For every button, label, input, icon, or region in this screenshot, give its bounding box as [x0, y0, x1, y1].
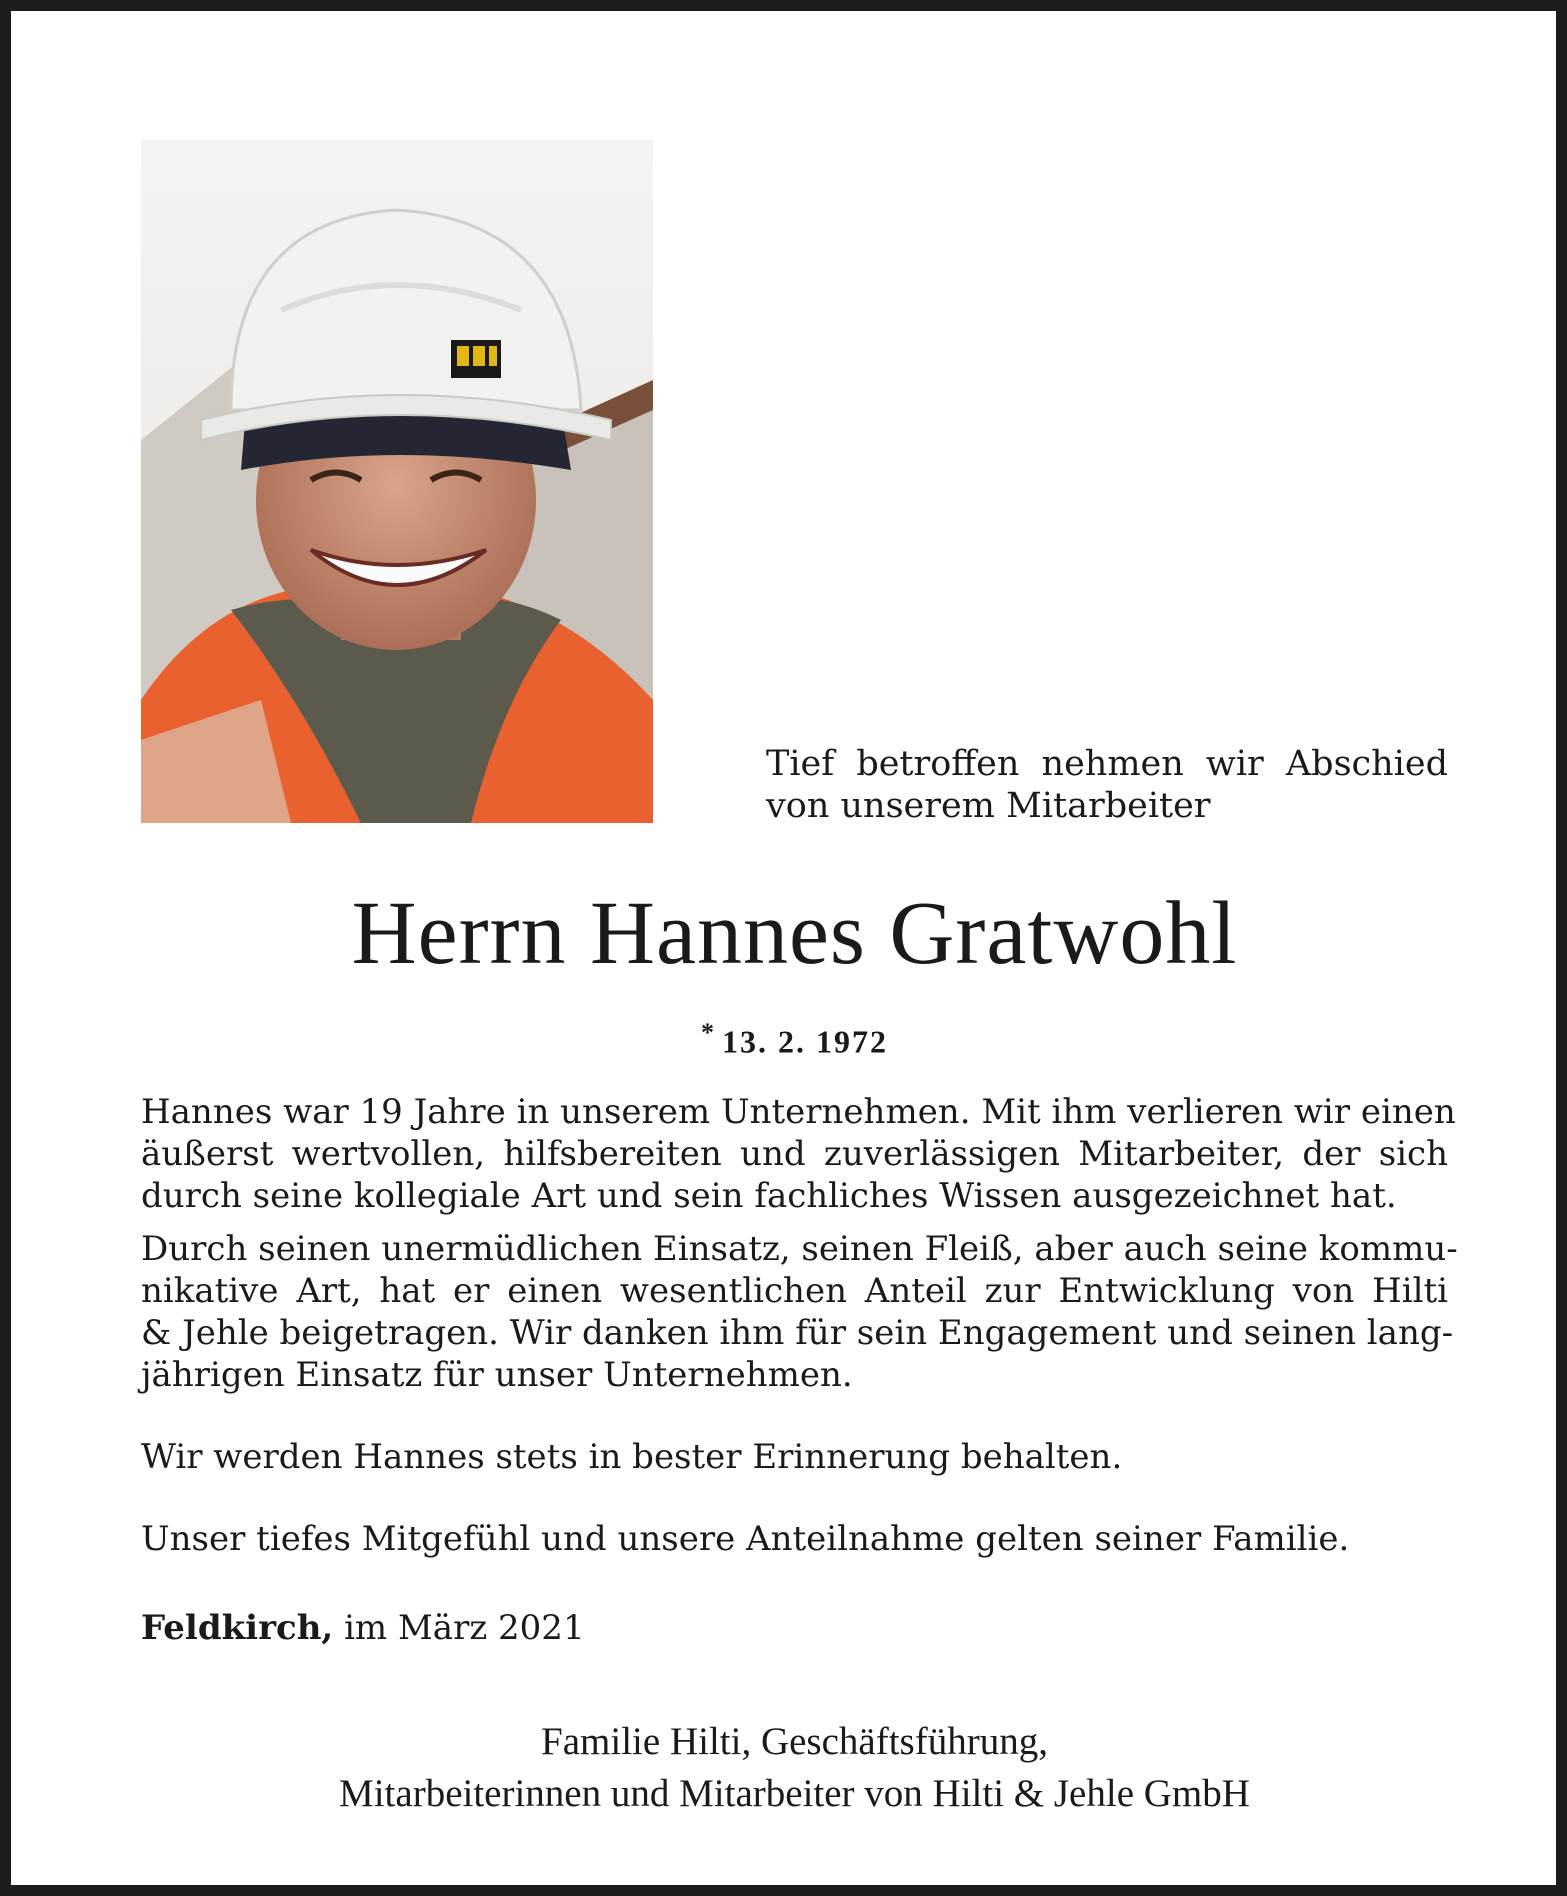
place: Feldkirch, — [141, 1608, 334, 1648]
intro-line-1: Tief betroffen nehmen wir Abschied — [766, 744, 1448, 784]
paragraph-1-line: äußerst wertvollen, hilfsbereiten und zuverlässigen Mitarbeiter, der sich — [141, 1134, 1448, 1174]
date: im März 2021 — [344, 1608, 585, 1648]
birth-date — [11, 1011, 1567, 1064]
paragraph-1-line: durch seine kollegiale Art und sein fachliches Wissen ausgezeichnet hat. — [141, 1176, 1397, 1216]
portrait-illustration — [141, 140, 653, 823]
signature-line-2: Mitarbeiterinnen und Mitarbeiter von Hilti & Jehle GmbH — [339, 1772, 1250, 1815]
paragraph-2 — [141, 1228, 1458, 1396]
place-date — [141, 1607, 1448, 1649]
paragraph-4 — [141, 1518, 1448, 1560]
paragraph-2-line: Durch seinen unermüdlichen Einsatz, seinen Fleiß, aber auch seine kommu- — [141, 1229, 1458, 1269]
birth-symbol: * — [701, 1018, 716, 1047]
paragraph-1-line: Hannes war 19 Jahre in unserem Unternehmen. Mit ihm verlieren wir einen — [141, 1092, 1456, 1132]
deceased-name: Herrn Hannes Gratwohl — [351, 884, 1238, 983]
intro-line-2: von unserem Mitarbeiter — [766, 786, 1211, 826]
paragraph-1 — [141, 1091, 1456, 1217]
birth-date-value: 13. 2. 1972 — [722, 1023, 888, 1060]
signature — [11, 1716, 1567, 1820]
intro-text — [766, 743, 1448, 827]
paragraph-3-line: Wir werden Hannes stets in bester Erinnerung behalten. — [141, 1437, 1123, 1477]
signature-line-1: Familie Hilti, Geschäftsführung, — [541, 1720, 1048, 1763]
paragraph-4-line: Unser tiefes Mitgefühl und unsere Anteilnahme gelten seiner Familie. — [141, 1519, 1350, 1559]
portrait-photo — [141, 140, 653, 823]
paragraph-2-line: nikative Art, hat er einen wesentlichen Anteil zur Entwicklung von Hilti — [141, 1271, 1448, 1311]
paragraph-2-line: jährigen Einsatz für unser Unternehmen. — [141, 1355, 853, 1395]
paragraph-3 — [141, 1436, 1448, 1478]
paragraph-2-line: & Jehle beigetragen. Wir danken ihm für sein Engagement und seinen lang- — [141, 1313, 1454, 1353]
